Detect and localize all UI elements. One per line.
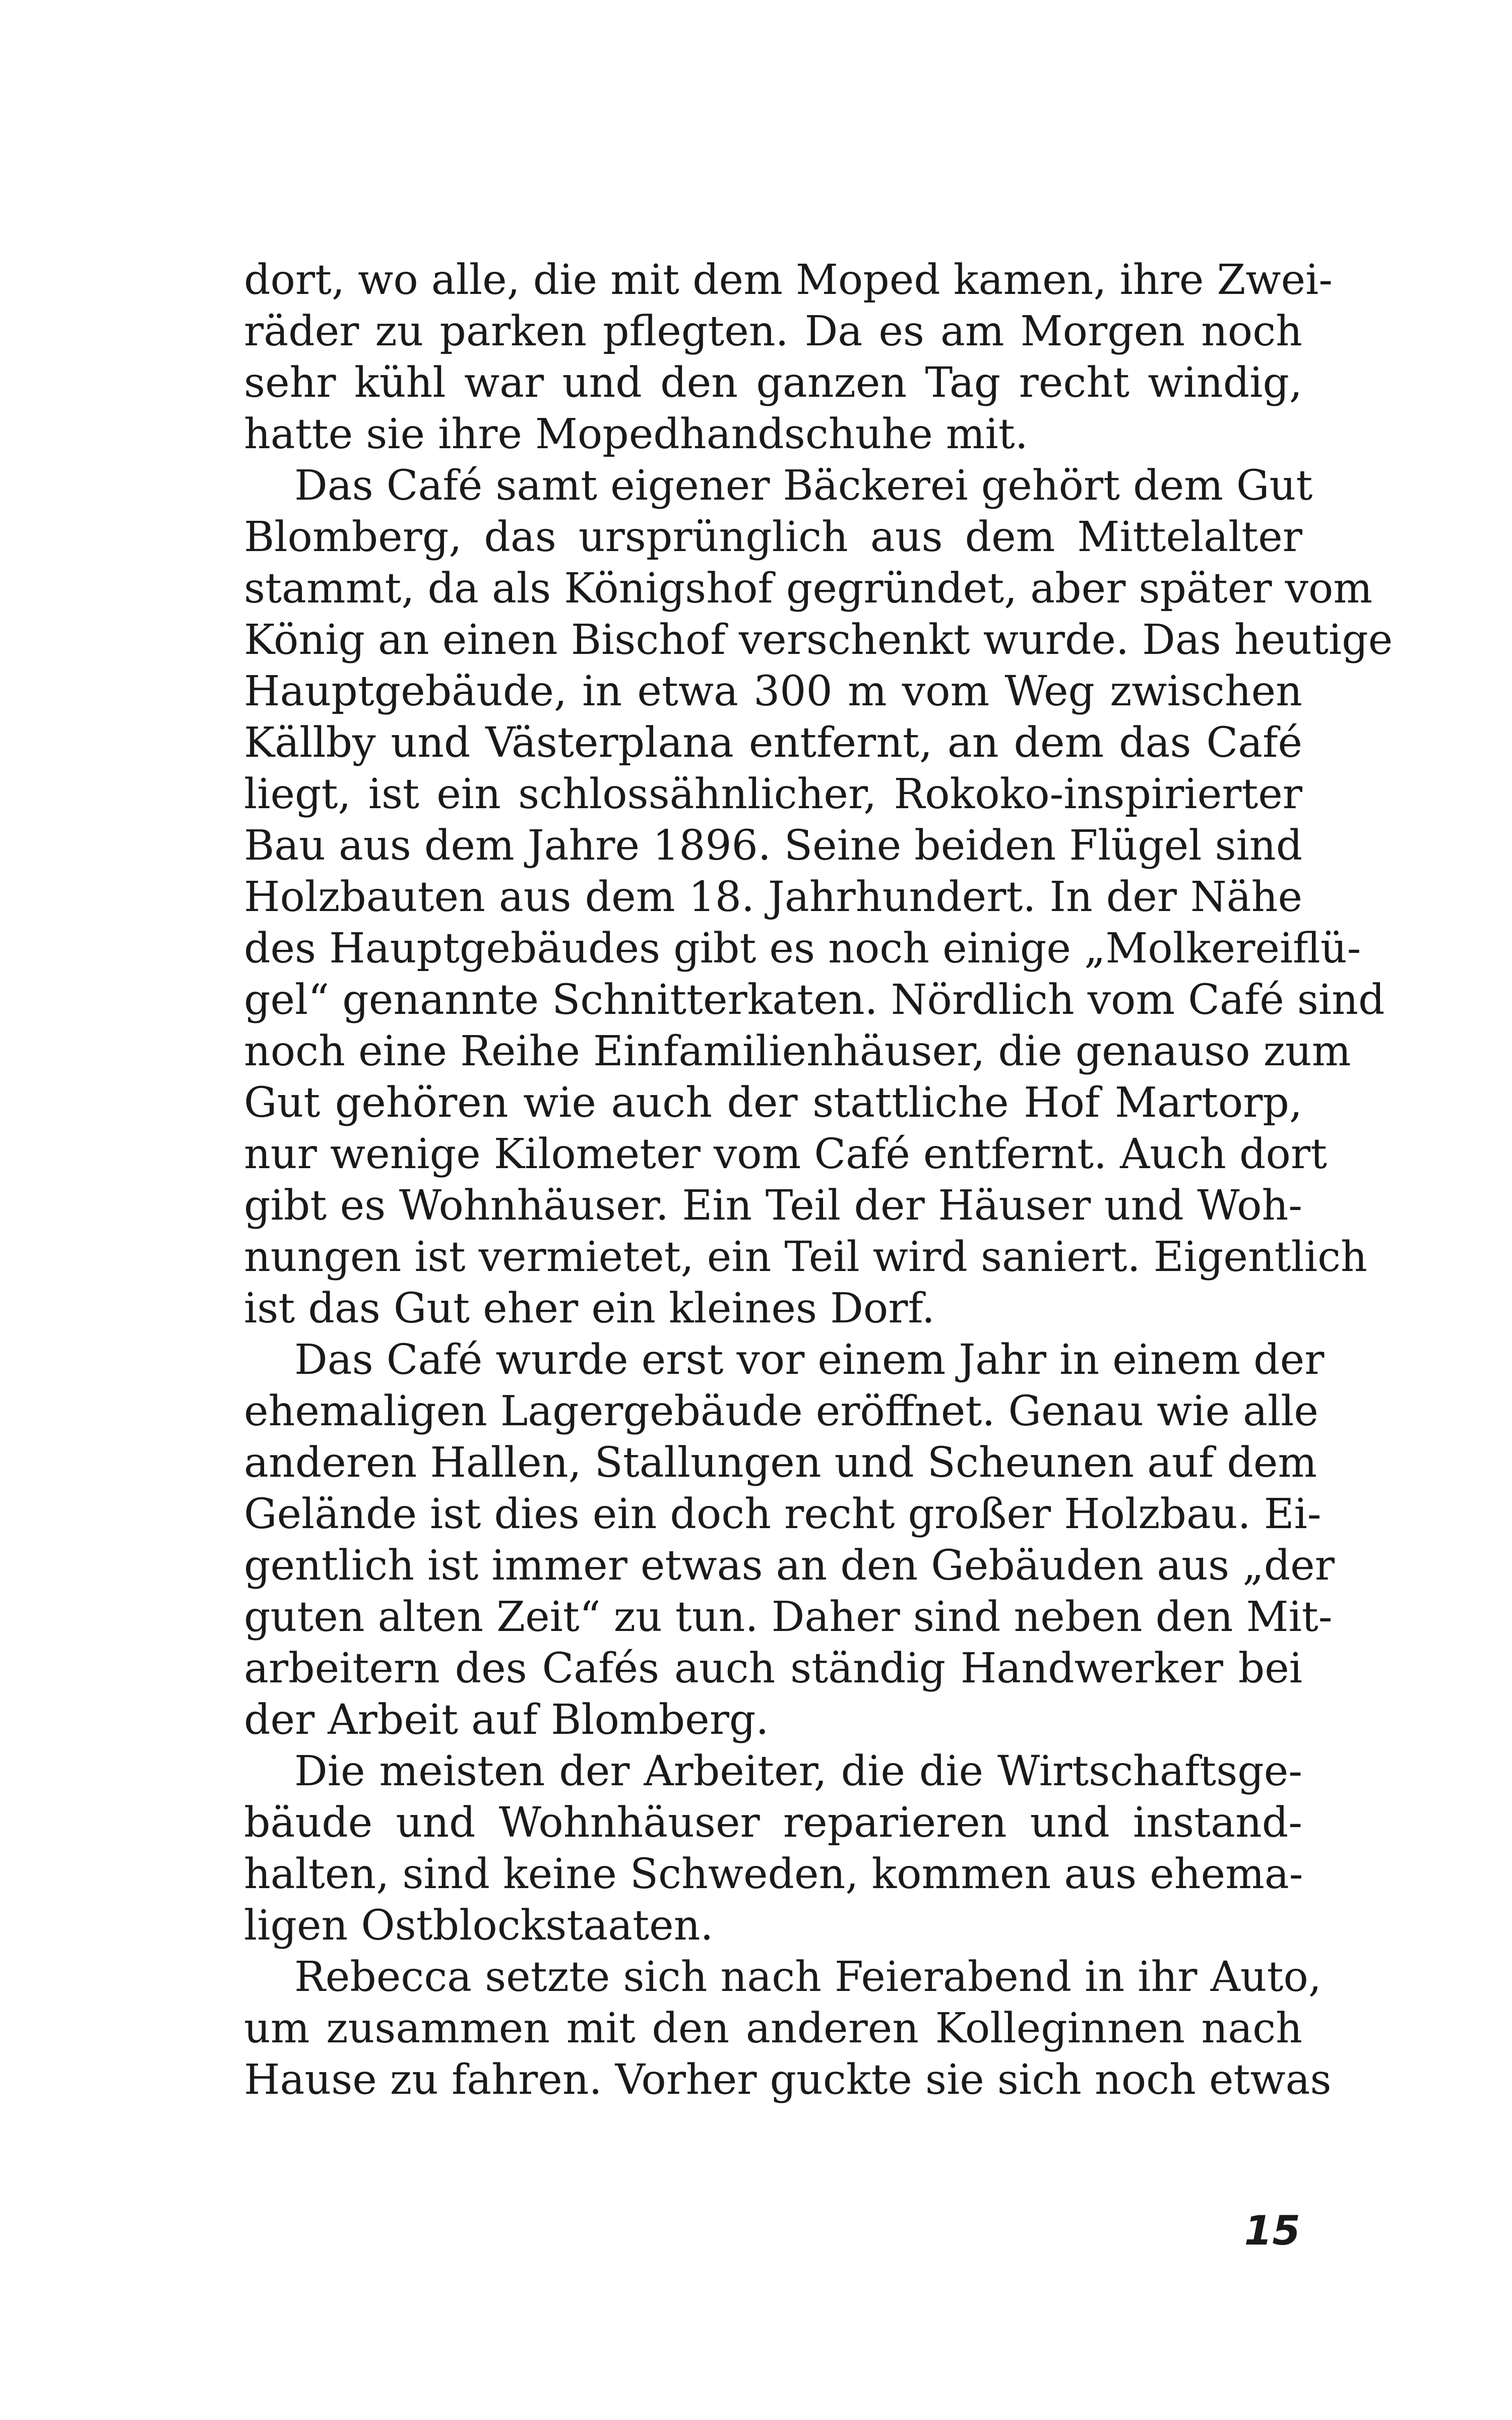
text-line: König an einen Bischof verschenkt wurde. Das heutige bbox=[244, 616, 1393, 664]
text-line: der Arbeit auf Blomberg. bbox=[244, 1696, 769, 1744]
text-line: hatte sie ihre Mopedhandschuhe mit. bbox=[244, 410, 1028, 458]
text-line: nungen ist vermietet, ein Teil wird saniert. Eigentlich bbox=[244, 1233, 1367, 1281]
paragraph-start-line: Das Café samt eigener Bäckerei gehört dem Gut bbox=[294, 462, 1313, 510]
text-line: Hause zu fahren. Vorher guckte sie sich noch etwas bbox=[244, 2056, 1332, 2104]
text-line: räder zu parken pflegten. Da es am Morgen noch bbox=[244, 308, 1302, 355]
text-line: dort, wo alle, die mit dem Moped kamen, ihre Zwei- bbox=[244, 256, 1333, 304]
text-line: noch eine Reihe Einfamilienhäuser, die genauso zum bbox=[244, 1027, 1351, 1075]
paragraph-start-line: Die meisten der Arbeiter, die die Wirtschaftsge- bbox=[294, 1747, 1302, 1795]
text-line: ligen Ostblockstaaten. bbox=[244, 1902, 714, 1950]
text-line: arbeitern des Cafés auch ständig Handwerker bei bbox=[244, 1645, 1302, 1692]
text-line: Gelände ist dies ein doch recht großer Holzbau. Ei- bbox=[244, 1490, 1321, 1538]
body-text bbox=[244, 255, 1393, 2106]
paragraph-start-line: Rebecca setzte sich nach Feierabend in ihr Auto, bbox=[294, 1953, 1321, 2001]
text-line: bäude und Wohnhäuser reparieren und instand- bbox=[244, 1799, 1302, 1847]
text-line: anderen Hallen, Stallungen und Scheunen auf dem bbox=[244, 1439, 1317, 1487]
text-line: ist das Gut eher ein kleines Dorf. bbox=[244, 1285, 935, 1333]
text-line: liegt, ist ein schlossähnlicher, Rokoko-inspirierter bbox=[244, 770, 1302, 818]
text-line: Blomberg, das ursprünglich aus dem Mittelalter bbox=[244, 513, 1302, 561]
text-line: um zusammen mit den anderen Kolleginnen nach bbox=[244, 2005, 1302, 2052]
text-line: ehemaligen Lagergebäude eröffnet. Genau wie alle bbox=[244, 1387, 1318, 1435]
text-line: stammt, da als Königshof gegründet, aber später vom bbox=[244, 565, 1373, 613]
text-line: Källby und Västerplana entfernt, an dem das Café bbox=[244, 719, 1302, 767]
text-line: Bau aus dem Jahre 1896. Seine beiden Flügel sind bbox=[244, 822, 1303, 870]
text-line: Hauptgebäude, in etwa 300 m vom Weg zwischen bbox=[244, 668, 1302, 715]
text-line: guten alten Zeit“ zu tun. Daher sind neben den Mit- bbox=[244, 1593, 1333, 1641]
text-line: gentlich ist immer etwas an den Gebäuden aus „der bbox=[244, 1542, 1335, 1590]
page-number: 15 bbox=[1244, 2207, 1300, 2254]
paragraph-start-line: Das Café wurde erst vor einem Jahr in einem der bbox=[294, 1336, 1325, 1384]
text-line: gibt es Wohnhäuser. Ein Teil der Häuser und Woh- bbox=[244, 1182, 1302, 1230]
text-line: des Hauptgebäudes gibt es noch einige „Molkereiflü- bbox=[244, 925, 1361, 973]
text-line: halten, sind keine Schweden, kommen aus ehema- bbox=[244, 1850, 1303, 1898]
text-line: Gut gehören wie auch der stattliche Hof Martorp, bbox=[244, 1079, 1302, 1127]
text-line: gel“ genannte Schnitterkaten. Nördlich vom Café sind bbox=[244, 976, 1385, 1024]
text-line: nur wenige Kilometer vom Café entfernt. Auch dort bbox=[244, 1130, 1328, 1178]
text-line: sehr kühl war und den ganzen Tag recht windig, bbox=[244, 359, 1302, 407]
text-line: Holzbauten aus dem 18. Jahrhundert. In der Nähe bbox=[244, 873, 1302, 921]
